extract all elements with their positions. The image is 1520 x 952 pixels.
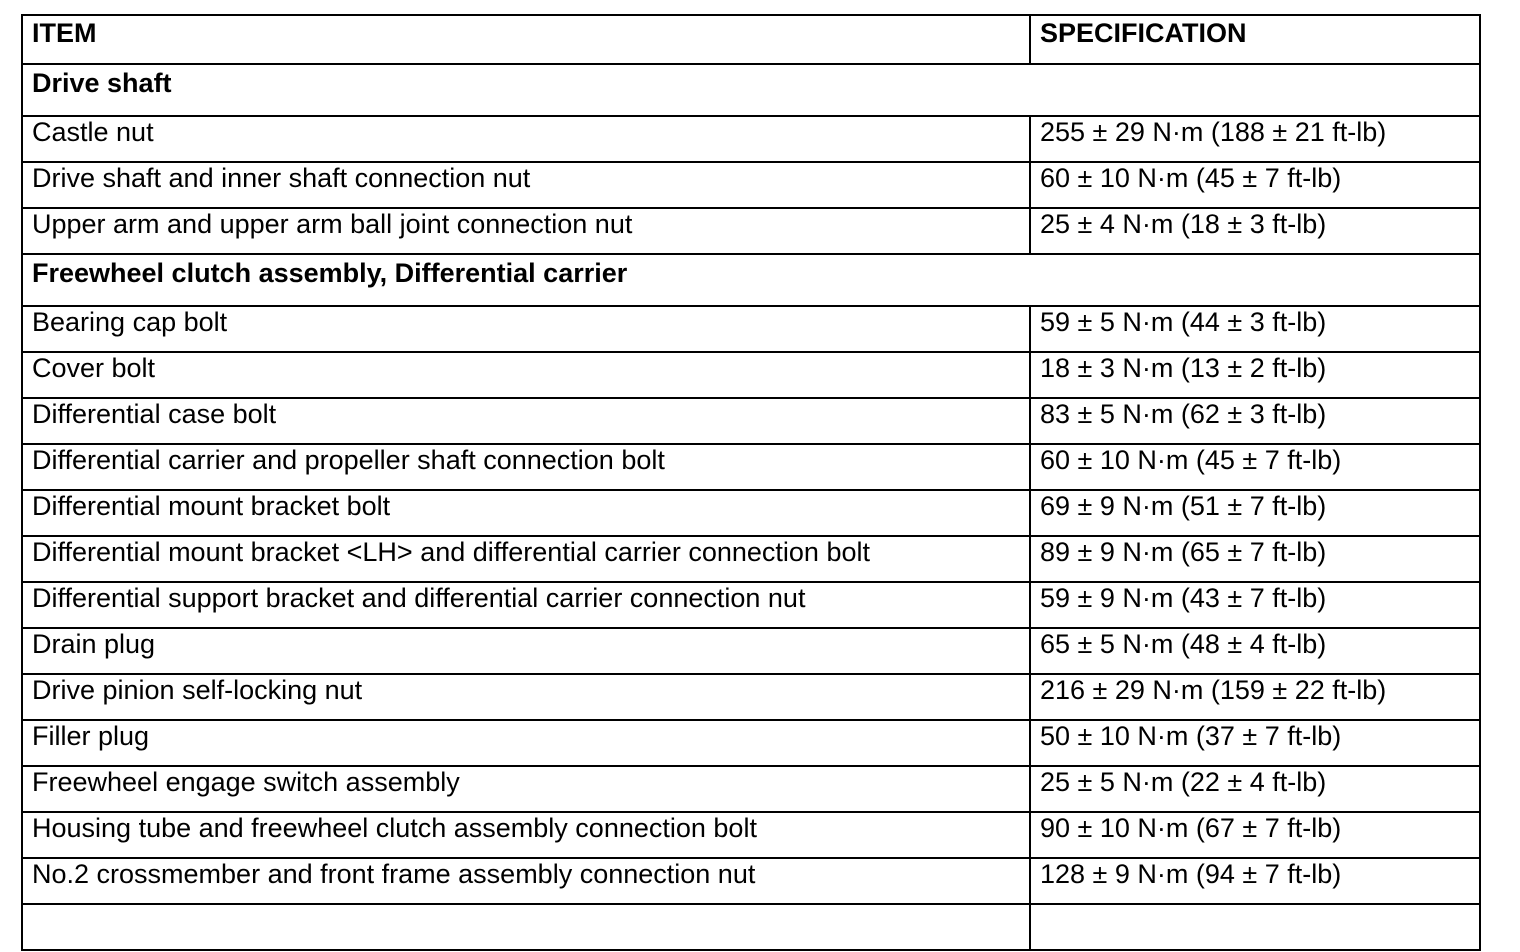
item-cell: Differential mount bracket <LH> and differential carrier connection bolt: [22, 536, 1030, 582]
spec-cell: 25 ± 4 N·m (18 ± 3 ft-lb): [1030, 208, 1480, 254]
item-cell: Drain plug: [22, 628, 1030, 674]
table-row: [22, 766, 1480, 812]
table-row: [22, 306, 1480, 352]
item-cell: Drive shaft and inner shaft connection nut: [22, 162, 1030, 208]
table-row: [22, 398, 1480, 444]
section-row-drive-shaft: [22, 64, 1480, 116]
spec-cell: [1030, 904, 1480, 950]
table-row: [22, 352, 1480, 398]
item-cell: Housing tube and freewheel clutch assembly connection bolt: [22, 812, 1030, 858]
spec-cell: 59 ± 5 N·m (44 ± 3 ft-lb): [1030, 306, 1480, 352]
item-cell: Differential support bracket and differential carrier connection nut: [22, 582, 1030, 628]
item-cell: Castle nut: [22, 116, 1030, 162]
spec-cell: 255 ± 29 N·m (188 ± 21 ft-lb): [1030, 116, 1480, 162]
table-row: [22, 812, 1480, 858]
item-cell: Differential carrier and propeller shaft connection bolt: [22, 444, 1030, 490]
item-cell: No.2 crossmember and front frame assembly connection nut: [22, 858, 1030, 904]
spec-cell: 60 ± 10 N·m (45 ± 7 ft-lb): [1030, 444, 1480, 490]
item-cell: Drive pinion self-locking nut: [22, 674, 1030, 720]
spec-cell: 18 ± 3 N·m (13 ± 2 ft-lb): [1030, 352, 1480, 398]
spec-cell: 83 ± 5 N·m (62 ± 3 ft-lb): [1030, 398, 1480, 444]
spec-cell: 65 ± 5 N·m (48 ± 4 ft-lb): [1030, 628, 1480, 674]
table-row: [22, 490, 1480, 536]
table-row: [22, 116, 1480, 162]
header-specification: SPECIFICATION: [1030, 15, 1480, 64]
header-row: [22, 15, 1480, 64]
spec-cell: 90 ± 10 N·m (67 ± 7 ft-lb): [1030, 812, 1480, 858]
spec-cell: 128 ± 9 N·m (94 ± 7 ft-lb): [1030, 858, 1480, 904]
spec-cell: 59 ± 9 N·m (43 ± 7 ft-lb): [1030, 582, 1480, 628]
item-cell: Cover bolt: [22, 352, 1030, 398]
spec-cell: 89 ± 9 N·m (65 ± 7 ft-lb): [1030, 536, 1480, 582]
table-row: [22, 444, 1480, 490]
spec-cell: 216 ± 29 N·m (159 ± 22 ft-lb): [1030, 674, 1480, 720]
table-row: [22, 858, 1480, 904]
torque-specification-table: [21, 14, 1481, 951]
item-cell: Freewheel engage switch assembly: [22, 766, 1030, 812]
item-cell: Differential mount bracket bolt: [22, 490, 1030, 536]
section-row-freewheel-differential: [22, 254, 1480, 306]
section-title: Freewheel clutch assembly, Differential carrier: [22, 254, 1480, 306]
item-cell: Filler plug: [22, 720, 1030, 766]
item-cell: Bearing cap bolt: [22, 306, 1030, 352]
table-row: [22, 582, 1480, 628]
header-item: ITEM: [22, 15, 1030, 64]
spec-cell: 60 ± 10 N·m (45 ± 7 ft-lb): [1030, 162, 1480, 208]
table-row: [22, 628, 1480, 674]
table-row: [22, 536, 1480, 582]
table-row: [22, 162, 1480, 208]
section-title: Drive shaft: [22, 64, 1480, 116]
item-cell: Differential case bolt: [22, 398, 1030, 444]
spec-cell: 25 ± 5 N·m (22 ± 4 ft-lb): [1030, 766, 1480, 812]
spec-cell: 69 ± 9 N·m (51 ± 7 ft-lb): [1030, 490, 1480, 536]
item-cell: Upper arm and upper arm ball joint connection nut: [22, 208, 1030, 254]
table-row: [22, 208, 1480, 254]
spec-cell: 50 ± 10 N·m (37 ± 7 ft-lb): [1030, 720, 1480, 766]
table-row: [22, 720, 1480, 766]
item-cell: [22, 904, 1030, 950]
table-row: [22, 904, 1480, 950]
table-row: [22, 674, 1480, 720]
